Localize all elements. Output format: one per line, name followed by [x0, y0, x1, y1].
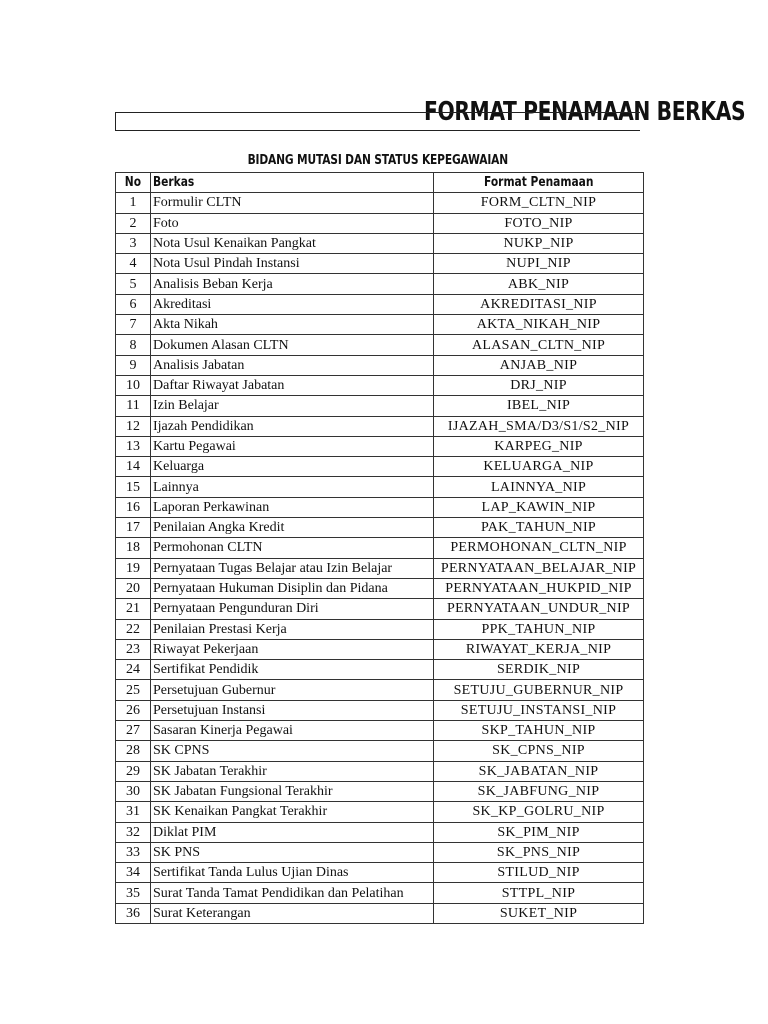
table-row	[116, 802, 644, 822]
section-title	[115, 151, 640, 171]
row-berkas: Penilaian Prestasi Kerja	[151, 619, 434, 639]
header-berkas: Berkas	[151, 173, 434, 193]
row-berkas: Nota Usul Kenaikan Pangkat	[151, 233, 434, 253]
row-format: LAINNYA_NIP	[434, 477, 644, 497]
row-format: SK_PNS_NIP	[434, 842, 644, 862]
table-row	[116, 781, 644, 801]
section-title-text: BIDANG MUTASI DAN STATUS KEPEGAWAIAN	[247, 153, 508, 168]
row-number: 26	[116, 700, 151, 720]
row-berkas: SK PNS	[151, 842, 434, 862]
row-berkas: Surat Tanda Tamat Pendidikan dan Pelatihan	[151, 883, 434, 903]
row-berkas: Surat Keterangan	[151, 903, 434, 923]
row-berkas: Sasaran Kinerja Pegawai	[151, 721, 434, 741]
table-row	[116, 721, 644, 741]
row-format: LAP_KAWIN_NIP	[434, 497, 644, 517]
row-number: 7	[116, 315, 151, 335]
table-row	[116, 660, 644, 680]
row-berkas: Riwayat Pekerjaan	[151, 639, 434, 659]
table-row	[116, 274, 644, 294]
row-number: 4	[116, 254, 151, 274]
row-berkas: SK Jabatan Fungsional Terakhir	[151, 781, 434, 801]
table-row	[116, 700, 644, 720]
row-number: 23	[116, 639, 151, 659]
table-row	[116, 578, 644, 598]
table-row	[116, 903, 644, 923]
row-format: SK_PIM_NIP	[434, 822, 644, 842]
row-number: 28	[116, 741, 151, 761]
table-row	[116, 477, 644, 497]
table-row	[116, 558, 644, 578]
table-row	[116, 294, 644, 314]
table-row	[116, 619, 644, 639]
row-number: 22	[116, 619, 151, 639]
row-number: 11	[116, 396, 151, 416]
row-format: PERMOHONAN_CLTN_NIP	[434, 538, 644, 558]
row-berkas: Daftar Riwayat Jabatan	[151, 375, 434, 395]
row-format: ABK_NIP	[434, 274, 644, 294]
row-berkas: Ijazah Pendidikan	[151, 416, 434, 436]
table-row	[116, 315, 644, 335]
table-row	[116, 213, 644, 233]
table-row	[116, 396, 644, 416]
row-number: 10	[116, 375, 151, 395]
row-number: 27	[116, 721, 151, 741]
row-number: 16	[116, 497, 151, 517]
row-berkas: SK CPNS	[151, 741, 434, 761]
row-berkas: Laporan Perkawinan	[151, 497, 434, 517]
row-number: 5	[116, 274, 151, 294]
row-berkas: Foto	[151, 213, 434, 233]
row-format: PERNYATAAN_UNDUR_NIP	[434, 599, 644, 619]
table-row	[116, 863, 644, 883]
table-row	[116, 233, 644, 253]
row-format: SK_JABFUNG_NIP	[434, 781, 644, 801]
row-berkas: Formulir CLTN	[151, 193, 434, 213]
row-berkas: Dokumen Alasan CLTN	[151, 335, 434, 355]
table-row	[116, 193, 644, 213]
row-format: NUPI_NIP	[434, 254, 644, 274]
row-number: 30	[116, 781, 151, 801]
row-number: 18	[116, 538, 151, 558]
row-berkas: Persetujuan Gubernur	[151, 680, 434, 700]
table-row	[116, 883, 644, 903]
row-berkas: Sertifikat Pendidik	[151, 660, 434, 680]
document-title: FORMAT PENAMAAN BERKAS	[424, 97, 746, 127]
row-berkas: Pernyataan Pengunduran Diri	[151, 599, 434, 619]
row-berkas: Nota Usul Pindah Instansi	[151, 254, 434, 274]
row-number: 1	[116, 193, 151, 213]
row-berkas: Sertifikat Tanda Lulus Ujian Dinas	[151, 863, 434, 883]
header-no: No	[116, 173, 151, 193]
row-number: 15	[116, 477, 151, 497]
table-row	[116, 416, 644, 436]
row-format: STILUD_NIP	[434, 863, 644, 883]
row-format: SK_CPNS_NIP	[434, 741, 644, 761]
table-row	[116, 497, 644, 517]
row-number: 17	[116, 518, 151, 538]
row-berkas: Permohonan CLTN	[151, 538, 434, 558]
row-number: 31	[116, 802, 151, 822]
row-format: FOTO_NIP	[434, 213, 644, 233]
row-berkas: Persetujuan Instansi	[151, 700, 434, 720]
row-format: AKTA_NIKAH_NIP	[434, 315, 644, 335]
row-format: PPK_TAHUN_NIP	[434, 619, 644, 639]
row-format: SK_JABATAN_NIP	[434, 761, 644, 781]
row-number: 20	[116, 578, 151, 598]
row-format: PAK_TAHUN_NIP	[434, 518, 644, 538]
row-number: 33	[116, 842, 151, 862]
row-number: 36	[116, 903, 151, 923]
row-number: 6	[116, 294, 151, 314]
row-format: SETUJU_INSTANSI_NIP	[434, 700, 644, 720]
row-format: SUKET_NIP	[434, 903, 644, 923]
row-number: 21	[116, 599, 151, 619]
row-number: 29	[116, 761, 151, 781]
title-box-border	[115, 112, 640, 131]
row-number: 13	[116, 436, 151, 456]
row-number: 34	[116, 863, 151, 883]
row-number: 14	[116, 457, 151, 477]
row-number: 25	[116, 680, 151, 700]
row-format: PERNYATAAN_HUKPID_NIP	[434, 578, 644, 598]
row-number: 12	[116, 416, 151, 436]
table-row	[116, 822, 644, 842]
table-row	[116, 761, 644, 781]
row-format: KARPEG_NIP	[434, 436, 644, 456]
row-format: AKREDITASI_NIP	[434, 294, 644, 314]
row-number: 8	[116, 335, 151, 355]
row-format: DRJ_NIP	[434, 375, 644, 395]
row-berkas: SK Jabatan Terakhir	[151, 761, 434, 781]
table-row	[116, 355, 644, 375]
header-format: Format Penamaan	[434, 173, 644, 193]
row-format: IJAZAH_SMA/D3/S1/S2_NIP	[434, 416, 644, 436]
row-format: PERNYATAAN_BELAJAR_NIP	[434, 558, 644, 578]
file-naming-table	[115, 172, 644, 924]
row-number: 9	[116, 355, 151, 375]
row-berkas: Pernyataan Hukuman Disiplin dan Pidana	[151, 578, 434, 598]
table-row	[116, 457, 644, 477]
row-format: SKP_TAHUN_NIP	[434, 721, 644, 741]
row-berkas: Kartu Pegawai	[151, 436, 434, 456]
row-number: 2	[116, 213, 151, 233]
row-number: 24	[116, 660, 151, 680]
row-format: ANJAB_NIP	[434, 355, 644, 375]
table-row	[116, 741, 644, 761]
row-number: 35	[116, 883, 151, 903]
row-berkas: SK Kenaikan Pangkat Terakhir	[151, 802, 434, 822]
row-berkas: Analisis Jabatan	[151, 355, 434, 375]
row-format: RIWAYAT_KERJA_NIP	[434, 639, 644, 659]
row-berkas: Izin Belajar	[151, 396, 434, 416]
row-format: ALASAN_CLTN_NIP	[434, 335, 644, 355]
table-row	[116, 842, 644, 862]
table-row	[116, 436, 644, 456]
table-row	[116, 639, 644, 659]
row-number: 19	[116, 558, 151, 578]
row-format: KELUARGA_NIP	[434, 457, 644, 477]
table-row	[116, 375, 644, 395]
row-format: SK_KP_GOLRU_NIP	[434, 802, 644, 822]
row-berkas: Analisis Beban Kerja	[151, 274, 434, 294]
row-format: SERDIK_NIP	[434, 660, 644, 680]
row-berkas: Akreditasi	[151, 294, 434, 314]
row-number: 32	[116, 822, 151, 842]
row-berkas: Pernyataan Tugas Belajar atau Izin Belajar	[151, 558, 434, 578]
row-format: FORM_CLTN_NIP	[434, 193, 644, 213]
table-row	[116, 599, 644, 619]
row-berkas: Akta Nikah	[151, 315, 434, 335]
row-number: 3	[116, 233, 151, 253]
row-berkas: Lainnya	[151, 477, 434, 497]
table-row	[116, 538, 644, 558]
row-format: SETUJU_GUBERNUR_NIP	[434, 680, 644, 700]
table-row	[116, 518, 644, 538]
table-row	[116, 254, 644, 274]
row-berkas: Keluarga	[151, 457, 434, 477]
table-body	[116, 193, 644, 924]
table-row	[116, 680, 644, 700]
row-format: NUKP_NIP	[434, 233, 644, 253]
row-berkas: Penilaian Angka Kredit	[151, 518, 434, 538]
row-berkas: Diklat PIM	[151, 822, 434, 842]
row-format: STTPL_NIP	[434, 883, 644, 903]
table-row	[116, 335, 644, 355]
row-format: IBEL_NIP	[434, 396, 644, 416]
table-header-row	[116, 173, 644, 193]
